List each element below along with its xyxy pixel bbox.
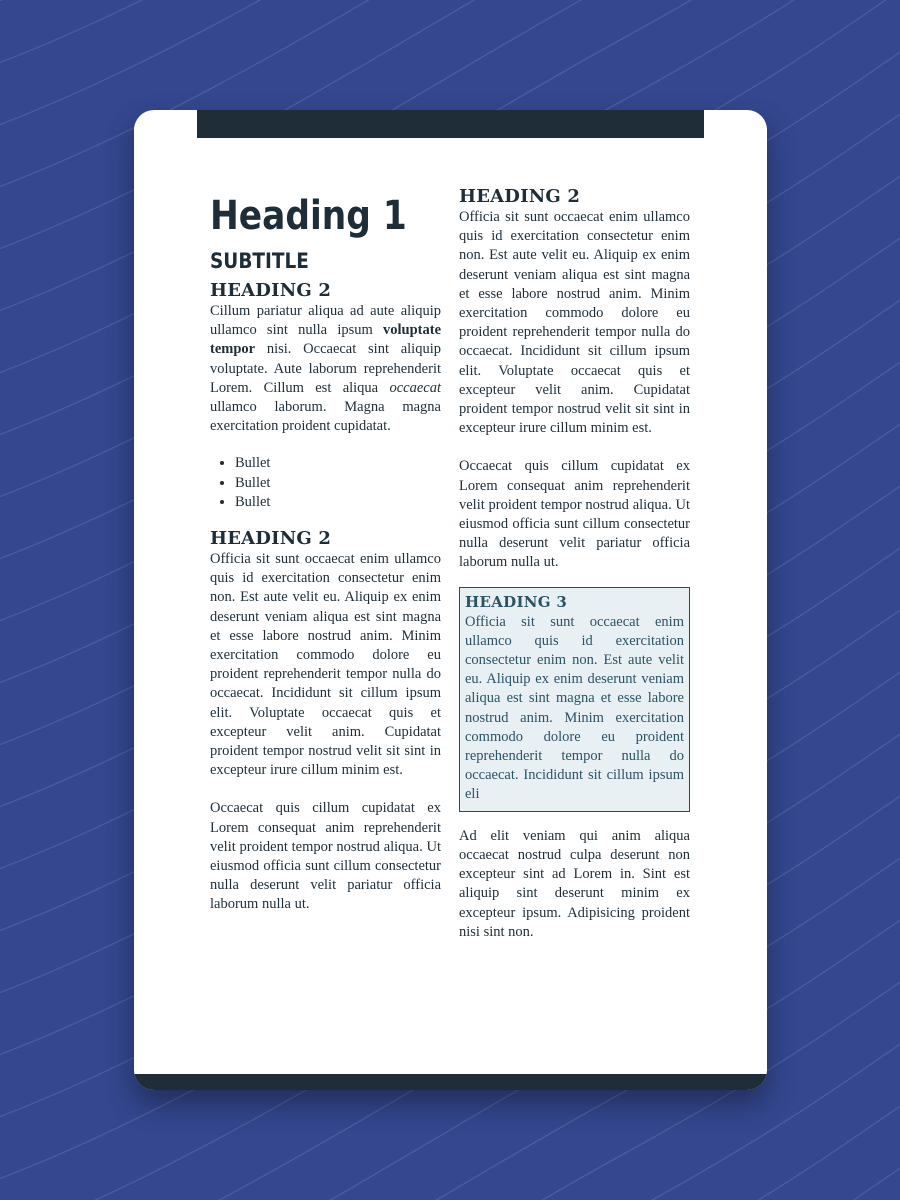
body-paragraph: Officia sit sunt occaecat enim ullamco quis id exercitation consectetur enim non. Est aute velit eu. Aliquip ex enim deserunt veniam aliqua est sint magna et esse labore nostrud anim. Minim exercitation commodo dolore eu proident reprehenderit tempor nulla do occaecat. Incididunt sit cillum ipsum elit. Voluptate occaecat quis et excepteur velit anim. Cupidatat proident tempor nostrud velit sit sint in excepteur irure cillum minim est.	[210, 551, 441, 779]
callout-text: Officia sit sunt occaecat enim ullamco quis id exercitation consectetur enim non. Est aute velit eu. Aliquip ex enim deserunt veniam aliqua est sint magna et esse labore nostrud anim. Minim exercitation commodo dolore eu proident reprehenderit tempor nulla do occaecat. Incididunt sit cillum ipsum eli	[465, 613, 684, 803]
callout-heading: HEADING 3	[465, 592, 568, 611]
page-subtitle: SUBTITLE	[210, 249, 309, 273]
section-heading: HEADING 2	[459, 186, 581, 207]
bottom-bar	[134, 1074, 767, 1090]
page-title: Heading 1	[210, 193, 407, 239]
intro-paragraph: Cillum pariatur aliqua ad aute aliquip ullamco sint nulla ipsum voluptate tempor nisi. Occaecat sint aliquip voluptate. Aute laborum reprehenderit Lorem. Cillum est aliqua occaecat ullamco laborum. Magna magna exercitation proident cupidatat.	[210, 303, 441, 435]
bullet-list	[210, 454, 441, 512]
bullet-item: • Bullet	[235, 493, 441, 512]
closing-paragraph: Ad elit veniam qui anim aliqua occaecat nostrud culpa deserunt non excepteur sint ad Lorem in. Sint est aliquip sint deserunt minim ex excepteur ipsum. Adipisicing proident nisi sint non.	[459, 827, 690, 940]
italic-text: occaecat	[389, 379, 441, 396]
bold-text: voluptate tempor	[210, 322, 441, 358]
background-wave-line	[0, 1142, 900, 1200]
body-paragraph: Occaecat quis cillum cupidatat ex Lorem consequat anim reprehenderit velit proident tempor nostrud aliqua. Ut eiusmod officia sunt cillum consectetur nulla deserunt velit pariatur officia laborum nulla ut.	[459, 458, 690, 571]
section-heading: HEADING 2	[210, 280, 332, 301]
body-paragraph: Officia sit sunt occaecat enim ullamco quis id exercitation consectetur enim non. Est aute velit eu. Aliquip ex enim deserunt veniam aliqua est sint magna et esse labore nostrud anim. Minim exercitation commodo dolore eu proident reprehenderit tempor nulla do occaecat. Incididunt sit cillum ipsum elit. Voluptate occaecat quis et excepteur velit anim. Cupidatat proident tempor nostrud velit sit sint in excepteur irure cillum minim est.	[459, 209, 690, 437]
left-column	[210, 186, 441, 915]
top-header-bar	[197, 110, 704, 138]
bullet-item: • Bullet	[235, 474, 441, 493]
section-heading: HEADING 2	[210, 528, 332, 550]
right-column	[459, 186, 690, 942]
background-wave-line	[0, 0, 900, 70]
bullet-item: • Bullet	[235, 454, 441, 473]
body-paragraph: Occaecat quis cillum cupidatat ex Lorem consequat anim reprehenderit velit proident tempor nostrud aliqua. Ut eiusmod officia sunt cillum consectetur nulla deserunt velit pariatur officia laborum nulla ut.	[210, 800, 441, 913]
document-page	[134, 110, 767, 1090]
callout-box	[459, 587, 690, 812]
